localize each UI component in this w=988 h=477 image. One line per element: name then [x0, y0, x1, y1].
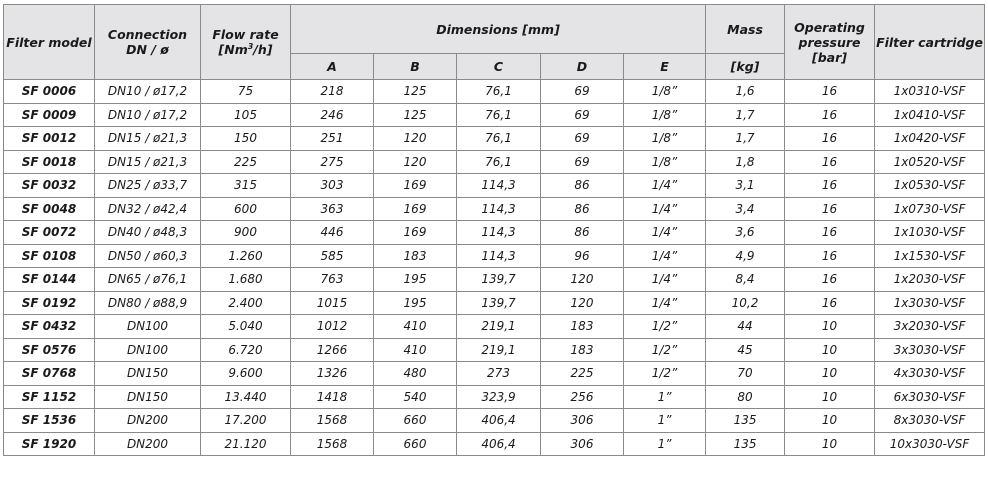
cell-flow-rate: 105	[201, 103, 291, 127]
header-mass	[706, 5, 785, 54]
cell-cartridge: 1x1030-VSF	[875, 221, 985, 245]
cell-cartridge: 1x0410-VSF	[875, 103, 985, 127]
cell-dim-d: 69	[541, 103, 624, 127]
cell-dim-b: 169	[374, 174, 457, 198]
header-pressure-line1: Operating	[794, 19, 865, 35]
cell-pressure: 16	[785, 127, 875, 151]
header-dim-d: D	[541, 54, 624, 80]
cell-mass: 3,6	[706, 221, 785, 245]
cell-dim-d: 225	[541, 362, 624, 386]
cell-dim-b: 125	[374, 80, 457, 104]
cell-dim-e: 1/8”	[624, 127, 706, 151]
cell-dim-e: 1/4”	[624, 268, 706, 292]
cell-cartridge: 10x3030-VSF	[875, 432, 985, 456]
cell-cartridge: 3x2030-VSF	[875, 315, 985, 339]
cell-dim-c: 219,1	[457, 315, 541, 339]
cell-dim-c: 406,4	[457, 409, 541, 433]
cell-cartridge: 1x2030-VSF	[875, 268, 985, 292]
cell-dim-a: 275	[291, 150, 374, 174]
cell-dim-b: 120	[374, 127, 457, 151]
table-row	[4, 291, 985, 315]
header-flow-unit-b: /h]	[253, 42, 273, 57]
cell-model: SF 0012	[4, 127, 95, 151]
cell-cartridge: 1x0730-VSF	[875, 197, 985, 221]
cell-flow-rate: 9.600	[201, 362, 291, 386]
cell-model: SF 0009	[4, 103, 95, 127]
cell-cartridge: 1x1530-VSF	[875, 244, 985, 268]
cell-dim-e: 1/4”	[624, 291, 706, 315]
cell-dim-e: 1/4”	[624, 197, 706, 221]
cell-model: SF 1536	[4, 409, 95, 433]
cell-dim-a: 246	[291, 103, 374, 127]
cell-dim-d: 120	[541, 291, 624, 315]
cell-model: SF 1152	[4, 385, 95, 409]
table-row	[4, 174, 985, 198]
cell-dim-b: 540	[374, 385, 457, 409]
header-dimensions	[291, 5, 706, 54]
cell-connection: DN50 / ø60,3	[95, 244, 201, 268]
cell-flow-rate: 17.200	[201, 409, 291, 433]
cell-connection: DN15 / ø21,3	[95, 127, 201, 151]
cell-flow-rate: 600	[201, 197, 291, 221]
header-filter-model-label: Filter model	[6, 34, 92, 50]
header-connection	[95, 5, 201, 80]
cell-mass: 135	[706, 432, 785, 456]
cell-connection: DN80 / ø88,9	[95, 291, 201, 315]
cell-pressure: 16	[785, 197, 875, 221]
cell-pressure: 16	[785, 174, 875, 198]
cell-dim-e: 1/4”	[624, 221, 706, 245]
cell-model: SF 0576	[4, 338, 95, 362]
table-row	[4, 221, 985, 245]
header-filter-cartridge	[875, 5, 985, 80]
cell-connection: DN100	[95, 315, 201, 339]
cell-dim-a: 1568	[291, 432, 374, 456]
cell-dim-b: 480	[374, 362, 457, 386]
cell-dim-a: 363	[291, 197, 374, 221]
cell-dim-d: 86	[541, 174, 624, 198]
cell-dim-b: 660	[374, 409, 457, 433]
header-connection-line1: Connection	[107, 27, 188, 42]
cell-dim-d: 306	[541, 432, 624, 456]
header-pressure-line3: [bar]	[812, 49, 847, 65]
cell-pressure: 16	[785, 221, 875, 245]
cell-connection: DN200	[95, 432, 201, 456]
cell-mass: 1,6	[706, 80, 785, 104]
header-dim-b: B	[374, 54, 457, 80]
table-row	[4, 432, 985, 456]
cell-dim-d: 256	[541, 385, 624, 409]
cell-dim-b: 120	[374, 150, 457, 174]
cell-dim-a: 1266	[291, 338, 374, 362]
header-cartridge-label: Filter cartridge	[876, 34, 983, 50]
cell-dim-b: 660	[374, 432, 457, 456]
table-row	[4, 244, 985, 268]
cell-dim-c: 114,3	[457, 174, 541, 198]
cell-dim-a: 763	[291, 268, 374, 292]
cell-connection: DN15 / ø21,3	[95, 150, 201, 174]
cell-cartridge: 1x3030-VSF	[875, 291, 985, 315]
table-body	[4, 80, 985, 456]
cell-dim-c: 139,7	[457, 291, 541, 315]
cell-flow-rate: 1.260	[201, 244, 291, 268]
cell-flow-rate: 1.680	[201, 268, 291, 292]
cell-dim-b: 195	[374, 291, 457, 315]
cell-dim-c: 76,1	[457, 103, 541, 127]
header-connection-line2: DN / ø	[126, 42, 169, 57]
table-row	[4, 315, 985, 339]
cell-dim-c: 273	[457, 362, 541, 386]
cell-connection: DN100	[95, 338, 201, 362]
cell-dim-b: 410	[374, 338, 457, 362]
header-flow-unit-a: [Nm	[218, 42, 248, 57]
cell-model: SF 0006	[4, 80, 95, 104]
cell-dim-a: 1568	[291, 409, 374, 433]
cell-dim-d: 69	[541, 127, 624, 151]
cell-mass: 8,4	[706, 268, 785, 292]
cell-dim-a: 218	[291, 80, 374, 104]
cell-dim-d: 120	[541, 268, 624, 292]
cell-dim-c: 114,3	[457, 221, 541, 245]
table-row	[4, 409, 985, 433]
cell-cartridge: 1x0520-VSF	[875, 150, 985, 174]
cell-dim-c: 114,3	[457, 197, 541, 221]
cell-mass: 1,8	[706, 150, 785, 174]
cell-dim-a: 1012	[291, 315, 374, 339]
cell-dim-a: 1326	[291, 362, 374, 386]
cell-dim-d: 183	[541, 315, 624, 339]
cell-model: SF 0192	[4, 291, 95, 315]
cell-dim-c: 76,1	[457, 80, 541, 104]
cell-mass: 135	[706, 409, 785, 433]
cell-dim-c: 323,9	[457, 385, 541, 409]
cell-flow-rate: 6.720	[201, 338, 291, 362]
cell-mass: 45	[706, 338, 785, 362]
header-filter-model	[4, 5, 95, 80]
cell-cartridge: 4x3030-VSF	[875, 362, 985, 386]
cell-flow-rate: 225	[201, 150, 291, 174]
cell-dim-e: 1/8”	[624, 103, 706, 127]
cell-mass: 70	[706, 362, 785, 386]
cell-connection: DN65 / ø76,1	[95, 268, 201, 292]
cell-pressure: 16	[785, 291, 875, 315]
cell-dim-c: 406,4	[457, 432, 541, 456]
cell-connection: DN32 / ø42,4	[95, 197, 201, 221]
cell-dim-a: 446	[291, 221, 374, 245]
cell-dim-a: 1015	[291, 291, 374, 315]
cell-mass: 3,1	[706, 174, 785, 198]
cell-connection: DN200	[95, 409, 201, 433]
header-mass-unit: [kg]	[706, 54, 785, 80]
header-dim-c: C	[457, 54, 541, 80]
cell-dim-d: 69	[541, 150, 624, 174]
cell-dim-e: 1”	[624, 432, 706, 456]
cell-pressure: 16	[785, 244, 875, 268]
cell-dim-c: 114,3	[457, 244, 541, 268]
table-row	[4, 362, 985, 386]
table-row	[4, 268, 985, 292]
header-dim-a: A	[291, 54, 374, 80]
cell-dim-d: 306	[541, 409, 624, 433]
cell-flow-rate: 75	[201, 80, 291, 104]
cell-flow-rate: 315	[201, 174, 291, 198]
header-mass-label: Mass	[727, 21, 763, 37]
cell-flow-rate: 21.120	[201, 432, 291, 456]
cell-model: SF 0768	[4, 362, 95, 386]
cell-dim-c: 76,1	[457, 150, 541, 174]
cell-connection: DN150	[95, 385, 201, 409]
cell-pressure: 10	[785, 409, 875, 433]
table-row	[4, 80, 985, 104]
cell-model: SF 0108	[4, 244, 95, 268]
cell-connection: DN10 / ø17,2	[95, 103, 201, 127]
header-dim-e: E	[624, 54, 706, 80]
table-row	[4, 197, 985, 221]
cell-dim-d: 86	[541, 221, 624, 245]
cell-dim-e: 1”	[624, 385, 706, 409]
cell-dim-a: 303	[291, 174, 374, 198]
cell-pressure: 16	[785, 268, 875, 292]
cell-model: SF 0072	[4, 221, 95, 245]
cell-cartridge: 1x0530-VSF	[875, 174, 985, 198]
filter-spec-table	[3, 4, 985, 456]
cell-flow-rate: 5.040	[201, 315, 291, 339]
cell-dim-a: 585	[291, 244, 374, 268]
cell-mass: 10,2	[706, 291, 785, 315]
cell-model: SF 0432	[4, 315, 95, 339]
cell-dim-d: 183	[541, 338, 624, 362]
header-flow-line2	[201, 42, 290, 57]
cell-dim-d: 69	[541, 80, 624, 104]
table-row	[4, 338, 985, 362]
cell-dim-e: 1/8”	[624, 150, 706, 174]
cell-dim-b: 183	[374, 244, 457, 268]
table-row	[4, 127, 985, 151]
cell-pressure: 10	[785, 385, 875, 409]
table-row	[4, 150, 985, 174]
cell-pressure: 10	[785, 315, 875, 339]
cell-model: SF 0048	[4, 197, 95, 221]
table-header	[4, 5, 985, 80]
cell-dim-d: 86	[541, 197, 624, 221]
header-flow-rate	[201, 5, 291, 80]
header-flow-unit-sup: 3	[247, 41, 254, 51]
cell-pressure: 16	[785, 103, 875, 127]
table-row	[4, 103, 985, 127]
cell-mass: 80	[706, 385, 785, 409]
cell-pressure: 10	[785, 338, 875, 362]
header-pressure-line2: pressure	[798, 34, 861, 50]
cell-pressure: 10	[785, 432, 875, 456]
cell-dim-b: 195	[374, 268, 457, 292]
cell-cartridge: 8x3030-VSF	[875, 409, 985, 433]
cell-mass: 44	[706, 315, 785, 339]
cell-flow-rate: 13.440	[201, 385, 291, 409]
cell-dim-e: 1/2”	[624, 315, 706, 339]
cell-mass: 4,9	[706, 244, 785, 268]
cell-dim-c: 219,1	[457, 338, 541, 362]
cell-dim-c: 76,1	[457, 127, 541, 151]
cell-cartridge: 1x0420-VSF	[875, 127, 985, 151]
cell-cartridge: 6x3030-VSF	[875, 385, 985, 409]
cell-connection: DN10 / ø17,2	[95, 80, 201, 104]
cell-dim-e: 1”	[624, 409, 706, 433]
cell-pressure: 16	[785, 150, 875, 174]
cell-dim-e: 1/2”	[624, 362, 706, 386]
cell-flow-rate: 900	[201, 221, 291, 245]
header-flow-line1: Flow rate	[212, 27, 279, 42]
cell-dim-c: 139,7	[457, 268, 541, 292]
cell-flow-rate: 150	[201, 127, 291, 151]
cell-model: SF 0018	[4, 150, 95, 174]
cell-dim-e: 1/4”	[624, 174, 706, 198]
cell-cartridge: 3x3030-VSF	[875, 338, 985, 362]
cell-mass: 3,4	[706, 197, 785, 221]
cell-dim-d: 96	[541, 244, 624, 268]
cell-mass: 1,7	[706, 103, 785, 127]
header-operating-pressure	[785, 5, 875, 80]
cell-pressure: 10	[785, 362, 875, 386]
cell-dim-b: 125	[374, 103, 457, 127]
cell-dim-e: 1/2”	[624, 338, 706, 362]
cell-dim-b: 169	[374, 197, 457, 221]
cell-connection: DN25 / ø33,7	[95, 174, 201, 198]
table-row	[4, 385, 985, 409]
cell-model: SF 0032	[4, 174, 95, 198]
cell-dim-e: 1/8”	[624, 80, 706, 104]
cell-model: SF 0144	[4, 268, 95, 292]
cell-dim-b: 169	[374, 221, 457, 245]
cell-pressure: 16	[785, 80, 875, 104]
cell-cartridge: 1x0310-VSF	[875, 80, 985, 104]
cell-connection: DN150	[95, 362, 201, 386]
cell-connection: DN40 / ø48,3	[95, 221, 201, 245]
cell-mass: 1,7	[706, 127, 785, 151]
cell-dim-a: 1418	[291, 385, 374, 409]
cell-model: SF 1920	[4, 432, 95, 456]
header-dimensions-label: Dimensions [mm]	[436, 21, 560, 37]
cell-dim-e: 1/4”	[624, 244, 706, 268]
cell-dim-b: 410	[374, 315, 457, 339]
cell-flow-rate: 2.400	[201, 291, 291, 315]
cell-dim-a: 251	[291, 127, 374, 151]
